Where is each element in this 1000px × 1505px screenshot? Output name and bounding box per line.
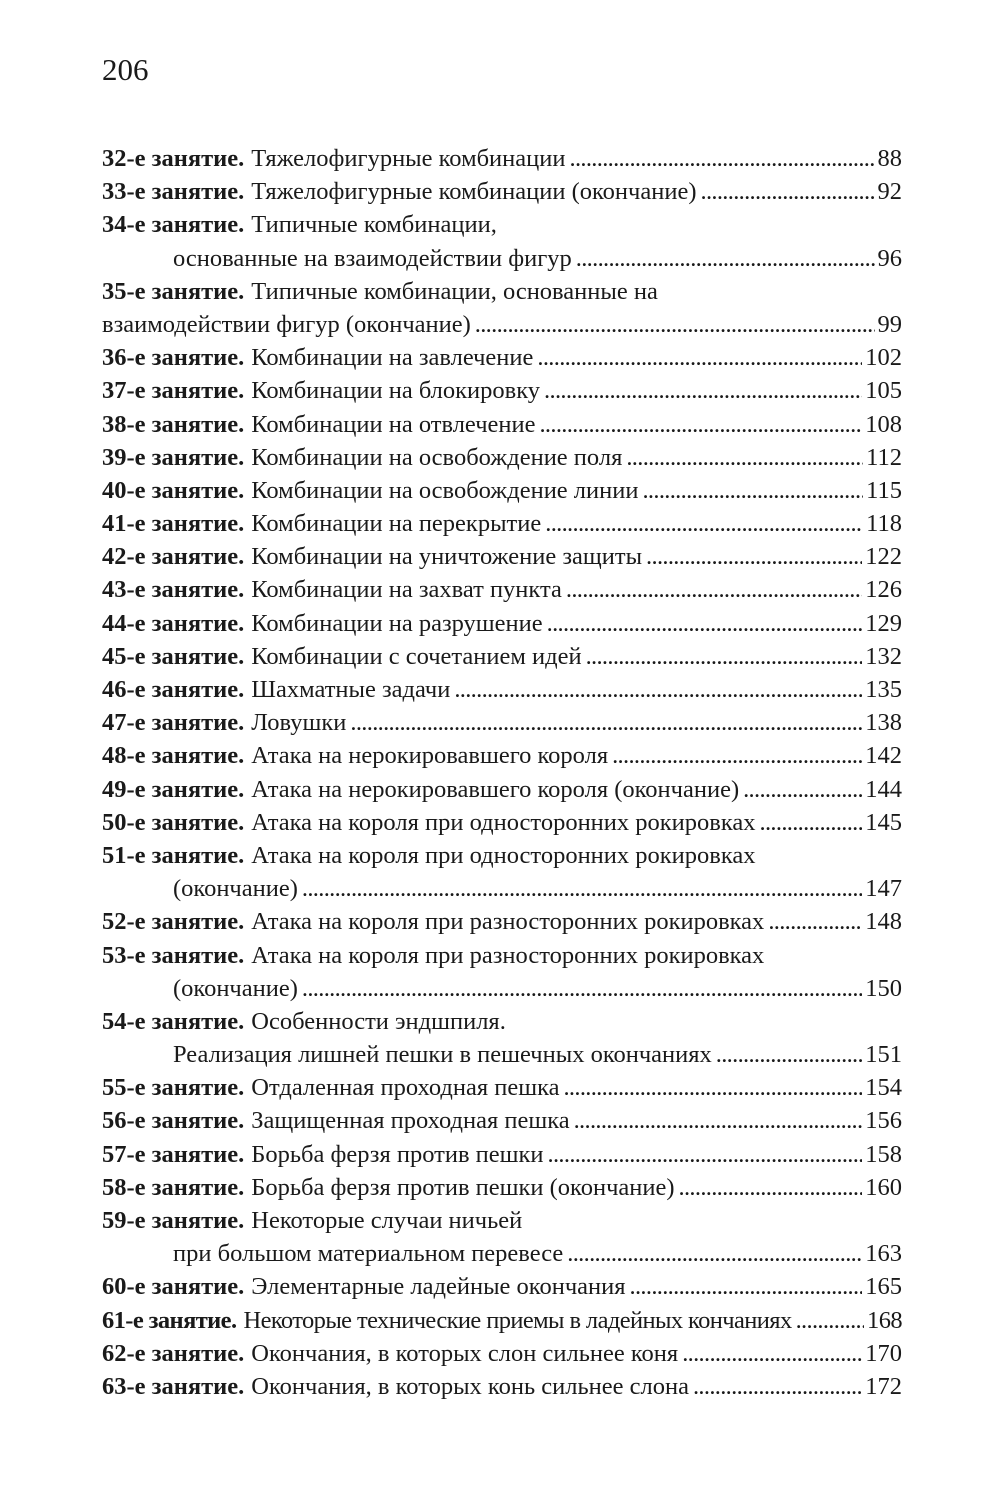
page-reference: 112	[866, 443, 902, 471]
dot-leader	[544, 374, 862, 407]
toc-entry	[102, 1171, 902, 1204]
lesson-number: 51-е занятие.	[102, 841, 245, 869]
lesson-title-continuation: (окончание)	[173, 875, 298, 903]
dot-leader	[545, 507, 863, 540]
toc-entry	[102, 706, 902, 739]
dot-leader	[630, 1270, 863, 1303]
dot-leader	[302, 972, 862, 1005]
lesson-title: Окончания, в которых конь сильнее слона	[251, 1372, 689, 1400]
toc-entry	[102, 142, 902, 175]
lesson-title: Ловушки	[251, 709, 347, 737]
lesson-title: Шахматные задачи	[251, 676, 451, 703]
toc-entry	[102, 1270, 902, 1303]
lesson-title: Окончания, в которых слон сильнее коня	[251, 1339, 679, 1367]
lesson-title: Некоторые случаи ничьей	[251, 1207, 523, 1234]
dot-leader	[612, 739, 862, 772]
dot-leader	[716, 1038, 862, 1071]
page-reference: 168	[867, 1306, 902, 1334]
page-reference: 105	[865, 377, 902, 405]
lesson-title-continuation: (окончание)	[173, 974, 298, 1002]
lesson-title: Комбинации с сочетанием идей	[251, 642, 582, 670]
dot-leader	[539, 408, 862, 441]
lesson-number: 46-е занятие.	[102, 676, 245, 703]
dot-leader	[548, 1138, 863, 1171]
table-of-contents	[102, 142, 902, 1403]
lesson-number: 57-е занятие.	[102, 1140, 245, 1168]
page-reference: 163	[865, 1240, 902, 1268]
lesson-title: Атака на короля при разносторонних рокировках	[251, 908, 765, 936]
page-reference: 150	[865, 974, 902, 1002]
page-reference: 154	[865, 1074, 902, 1102]
lesson-number: 56-е занятие.	[102, 1107, 245, 1135]
lesson-number: 59-е занятие.	[102, 1207, 245, 1234]
toc-entry	[102, 208, 902, 241]
toc-entry	[102, 441, 902, 474]
toc-entry	[102, 607, 902, 640]
dot-leader	[576, 242, 875, 275]
lesson-title-continuation: основанные на взаимодействии фигур	[173, 244, 572, 272]
dot-leader	[566, 573, 862, 606]
lesson-title: Типичные комбинации,	[251, 211, 497, 239]
lesson-number: 45-е занятие.	[102, 642, 245, 670]
dot-leader	[574, 1104, 863, 1137]
dot-leader	[454, 673, 862, 706]
toc-entry-continuation	[102, 1038, 902, 1071]
page-reference: 138	[865, 709, 902, 737]
dot-leader	[642, 474, 863, 507]
lesson-number: 63-е занятие.	[102, 1372, 245, 1400]
page-reference: 144	[865, 775, 902, 803]
lesson-number: 40-е занятие.	[102, 476, 245, 504]
lesson-number: 38-е занятие.	[102, 410, 245, 438]
toc-entry	[102, 341, 902, 374]
lesson-title: Тяжелофигурные комбинации	[251, 145, 566, 172]
lesson-title-continuation: взаимодействии фигур (окончание)	[102, 310, 471, 338]
toc-entry	[102, 1204, 902, 1237]
toc-entry-continuation	[102, 1237, 902, 1270]
lesson-title: Комбинации на завлечение	[251, 344, 534, 372]
toc-entry	[102, 839, 902, 872]
lesson-number: 47-е занятие.	[102, 709, 245, 737]
dot-leader	[537, 341, 862, 374]
dot-leader	[682, 1337, 862, 1370]
toc-entry	[102, 540, 902, 573]
lesson-number: 54-е занятие.	[102, 1007, 245, 1035]
toc-entry	[102, 640, 902, 673]
dot-leader	[563, 1071, 862, 1104]
lesson-title: Комбинации на захват пункта	[251, 576, 562, 604]
page-reference: 158	[865, 1140, 902, 1168]
lesson-title: Борьба ферзя против пешки	[251, 1140, 544, 1168]
lesson-title: Атака на короля при разносторонних рокировках	[251, 941, 765, 969]
lesson-title: Элементарные ладейные окончания	[251, 1273, 626, 1301]
lesson-number: 44-е занятие.	[102, 609, 245, 637]
page-reference: 142	[865, 742, 902, 770]
dot-leader	[679, 1171, 863, 1204]
lesson-title: Комбинации на блокировку	[251, 377, 541, 405]
page-reference: 115	[866, 476, 902, 504]
page-reference: 151	[865, 1041, 902, 1069]
dot-leader	[768, 905, 862, 938]
lesson-number: 39-е занятие.	[102, 443, 245, 471]
lesson-number: 32-е занятие.	[102, 145, 245, 172]
dot-leader	[570, 142, 875, 175]
page-reference: 135	[865, 676, 902, 703]
page-reference: 118	[866, 510, 902, 538]
dot-leader	[693, 1370, 862, 1403]
page-reference: 102	[865, 344, 902, 372]
toc-entry	[102, 1337, 902, 1370]
lesson-number: 48-е занятие.	[102, 742, 245, 770]
lesson-number: 34-е занятие.	[102, 211, 245, 239]
lesson-title: Атака на короля при односторонних рокировках	[251, 808, 756, 836]
dot-leader	[586, 640, 863, 673]
toc-entry	[102, 905, 902, 938]
toc-entry-continuation	[102, 308, 902, 341]
page-reference: 99	[877, 310, 902, 338]
lesson-number: 37-е занятие.	[102, 377, 245, 405]
lesson-number: 55-е занятие.	[102, 1074, 245, 1102]
lesson-title: Борьба ферзя против пешки (окончание)	[251, 1173, 675, 1201]
lesson-title: Комбинации на освобождение линии	[251, 476, 639, 504]
lesson-number: 43-е занятие.	[102, 576, 245, 604]
dot-leader	[743, 773, 862, 806]
lesson-title: Атака на короля при односторонних рокировках	[251, 841, 756, 869]
toc-entry-continuation	[102, 242, 902, 275]
dot-leader	[567, 1237, 862, 1270]
toc-entry	[102, 739, 902, 772]
page-reference: 129	[865, 609, 902, 637]
toc-entry	[102, 806, 902, 839]
toc-entry	[102, 1104, 902, 1137]
toc-entry	[102, 374, 902, 407]
page-reference: 132	[865, 642, 902, 670]
lesson-number: 36-е занятие.	[102, 344, 245, 372]
toc-entry	[102, 773, 902, 806]
page-reference: 88	[877, 145, 902, 172]
lesson-number: 53-е занятие.	[102, 941, 245, 969]
lesson-number: 41-е занятие.	[102, 510, 245, 538]
lesson-title: Атака на нерокировавшего короля	[251, 742, 609, 770]
toc-entry	[102, 175, 902, 208]
page-reference: 96	[877, 244, 902, 272]
lesson-title: Особенности эндшпиля.	[251, 1007, 506, 1035]
lesson-title: Комбинации на уничтожение защиты	[251, 543, 643, 571]
toc-entry	[102, 507, 902, 540]
dot-leader	[626, 441, 863, 474]
page-reference: 145	[865, 808, 902, 836]
toc-entry	[102, 1071, 902, 1104]
page-reference: 148	[865, 908, 902, 936]
lesson-number: 52-е занятие.	[102, 908, 245, 936]
lesson-title: Тяжелофигурные комбинации (окончание)	[251, 178, 697, 206]
lesson-number: 62-е занятие.	[102, 1339, 245, 1367]
page-reference: 160	[865, 1173, 902, 1201]
lesson-title: Некоторые технические приемы в ладейных кончаниях	[243, 1306, 792, 1334]
dot-leader	[350, 706, 862, 739]
page-reference: 156	[865, 1107, 902, 1135]
toc-entry	[102, 573, 902, 606]
lesson-number: 50-е занятие.	[102, 808, 245, 836]
lesson-title: Комбинации на разрушение	[251, 609, 543, 637]
toc-entry	[102, 1005, 902, 1038]
toc-entry-continuation	[102, 872, 902, 905]
page-reference: 122	[865, 543, 902, 571]
lesson-title-continuation: Реализация лишней пешки в пешечных окончаниях	[173, 1041, 712, 1069]
page-reference: 170	[865, 1339, 902, 1367]
dot-leader	[646, 540, 862, 573]
lesson-title: Типичные комбинации, основанные на	[251, 277, 658, 305]
lesson-title: Атака на нерокировавшего короля (окончание)	[251, 775, 740, 803]
page-reference: 172	[865, 1372, 902, 1400]
page-reference: 165	[865, 1273, 902, 1301]
dot-leader	[475, 308, 875, 341]
lesson-title: Комбинации на перекрытие	[251, 510, 542, 538]
page-reference: 92	[877, 178, 902, 206]
toc-entry	[102, 673, 902, 706]
lesson-number: 58-е занятие.	[102, 1173, 245, 1201]
toc-entry	[102, 408, 902, 441]
lesson-number: 35-е занятие.	[102, 277, 245, 305]
page-reference: 126	[865, 576, 902, 604]
lesson-number: 49-е занятие.	[102, 775, 245, 803]
page-reference: 108	[865, 410, 902, 438]
lesson-number: 60-е занятие.	[102, 1273, 245, 1301]
toc-entry	[102, 474, 902, 507]
lesson-number: 33-е занятие.	[102, 178, 245, 206]
dot-leader	[796, 1304, 864, 1337]
toc-entry	[102, 1370, 902, 1403]
page-reference: 147	[865, 875, 902, 903]
lesson-title: Комбинации на отвлечение	[251, 410, 536, 438]
toc-entry	[102, 939, 902, 972]
toc-entry	[102, 275, 902, 308]
lesson-title: Отдаленная проходная пешка	[251, 1074, 560, 1102]
dot-leader	[302, 872, 862, 905]
dot-leader	[701, 175, 875, 208]
lesson-title: Защищенная проходная пешка	[251, 1107, 570, 1135]
toc-entry	[102, 1138, 902, 1171]
lesson-number: 61-е занятие.	[102, 1306, 237, 1334]
dot-leader	[760, 806, 863, 839]
page-number: 206	[102, 52, 149, 87]
lesson-number: 42-е занятие.	[102, 543, 245, 571]
lesson-title-continuation: при большом материальном перевесе	[173, 1240, 564, 1268]
toc-entry	[102, 1304, 902, 1337]
dot-leader	[547, 607, 863, 640]
toc-entry-continuation	[102, 972, 902, 1005]
lesson-title: Комбинации на освобождение поля	[251, 443, 623, 471]
